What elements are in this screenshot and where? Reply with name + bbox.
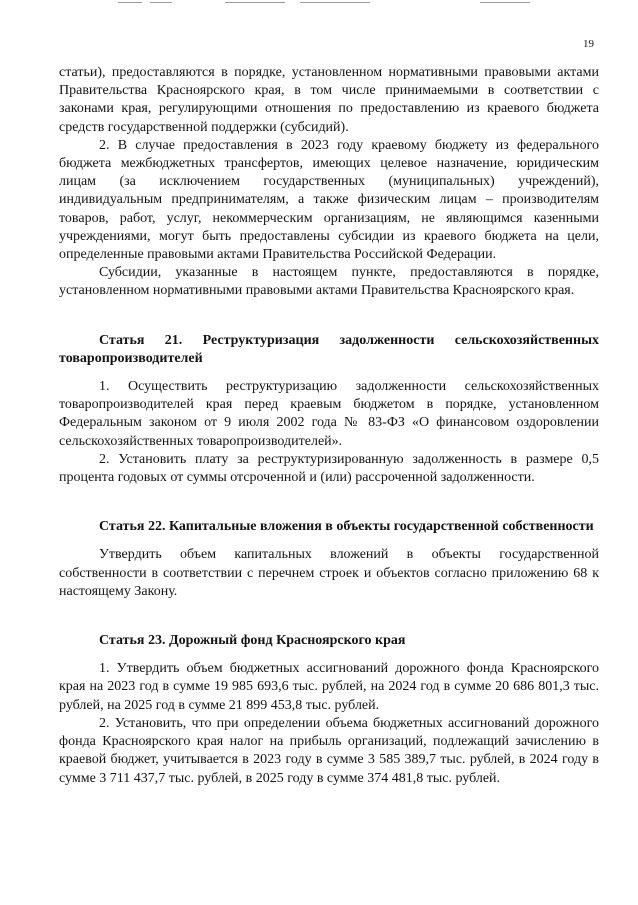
paragraph: Утвердить объем капитальных вложений в объекты государственной собственности в соответствии с перечнем строек и объектов согласно приложению 68 к настоящему Закону. [59, 547, 599, 599]
spacer [59, 301, 599, 332]
paragraph: 1. Утвердить объем бюджетных ассигнований дорожного фонда Красноярского края на 2023 год в сумме 19 985 693,6 тыс. рублей, на 2024 год в сумме 20 686 801,3 тыс. рублей, на 2025 год в сумме 21 899 453,8 тыс. рублей. [59, 661, 599, 713]
spacer [59, 487, 599, 518]
document-body [59, 64, 599, 788]
paragraph: 2. В случае предоставления в 2023 году краевому бюджету из федерального бюджета межбюджетных трансфертов, имеющих целевое назначение, юридическим лицам (за исключением государственных (муниципальных) учреждений), индивидуальным предпринимателям, а также физическим лицам – производителям товаров, работ, услуг, некоммерческим организациям, не являющимся казенными учреждениями, могут быть предоставлены субсидии из краевого бюджета на цели, определенные правовыми актами Правительства Российской Федерации. [59, 137, 599, 263]
article-heading: Статья 22. Капитальные вложения в объекты государственной собственности [99, 519, 594, 535]
spacer [59, 650, 599, 660]
spacer [59, 536, 599, 546]
paragraph: 2. Установить, что при определении объема бюджетных ассигнований дорожного фонда Красноярского края налог на прибыль организаций, подлежащий зачислению в краевой бюджет, учитывается в 2023 году в сумме 3 585 389,7 тыс. рублей, в 2024 году в сумме 3 711 437,7 тыс. рублей, в 2025 году в сумме 374 481,8 тыс. рублей. [59, 715, 599, 786]
paragraph: 2. Установить плату за реструктуризированную задолженность в размере 0,5 процента годовых от суммы отсроченной и (или) рассроченной задолженности. [59, 451, 599, 486]
spacer [59, 368, 599, 378]
article-heading: Статья 21. Реструктуризация задолженности сельскохозяйственных товаропроизводителей [59, 332, 599, 366]
spacer [59, 601, 599, 632]
scan-top-marks [0, 0, 638, 8]
paragraph: статьи), предоставляются в порядке, установленном нормативными правовыми актами Правительства Красноярского края, в том числе принимаемыми в соответствии с законами края, регулирующими отношения по предоставлению из краевого бюджета средств государственной поддержки (субсидий). [59, 65, 599, 135]
page-number: 19 [583, 38, 594, 50]
paragraph: Субсидии, указанные в настоящем пункте, предоставляются в порядке, установленном нормативными правовыми актами Правительства Красноярского края. [59, 265, 599, 299]
article-heading: Статья 23. Дорожный фонд Красноярского края [99, 633, 406, 649]
paragraph: 1. Осуществить реструктуризацию задолженности сельскохозяйственных товаропроизводителей края перед краевым бюджетом в порядке, установленном Федеральным законом от 9 июля 2002 года № 83-ФЗ «О финансовом оздоровлении сельскохозяйственных товаропроизводителей». [59, 379, 599, 449]
